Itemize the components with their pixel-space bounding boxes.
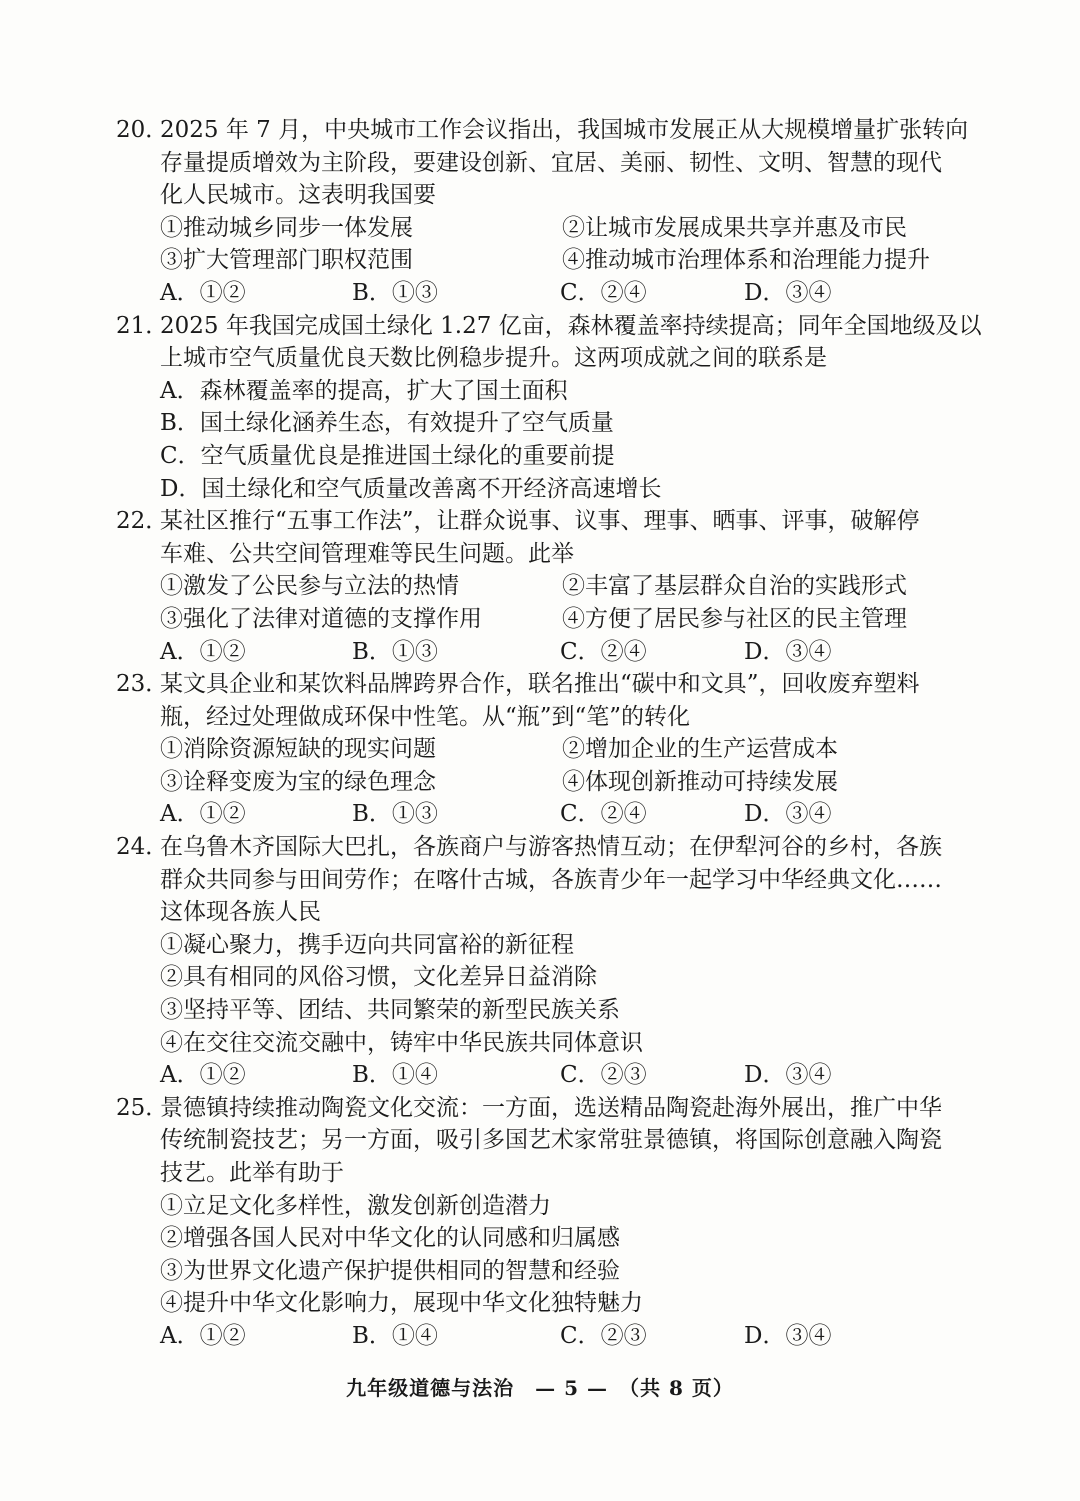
option-d: D．国土绿化和空气质量改善离不开经济高速增长: [160, 475, 662, 502]
option-c: C．空气质量优良是推进国土绿化的重要前提: [160, 442, 615, 469]
question-stem-line: 传统制瓷技艺；另一方面，吸引多国艺术家常驻景德镇，将国际创意融入陶瓷: [160, 1127, 942, 1154]
statement-item: ④在交往交流交融中，铸牢中华民族共同体意识: [160, 1029, 643, 1056]
statement-item: ③坚持平等、团结、共同繁荣的新型民族关系: [160, 997, 620, 1024]
option-a: A．①②: [160, 1322, 246, 1349]
question-stem-line: 存量提质增效为主阶段，要建设创新、宜居、美丽、韧性、文明、智慧的现代: [160, 149, 942, 176]
question-number: 20．: [116, 117, 169, 143]
question-stem-line: 群众共同参与田间劳作；在喀什古城，各族青少年一起学习中华经典文化……: [160, 866, 942, 893]
answer-options: [116, 636, 986, 669]
option-b: B．①④: [352, 1062, 438, 1089]
statement-item: ④体现创新推动可持续发展: [562, 768, 838, 795]
option-b: B．①④: [352, 1322, 438, 1349]
option-c: C．②④: [560, 801, 647, 828]
answer-options: [116, 798, 986, 831]
statement-item: ③诠释变废为宝的绿色理念: [160, 768, 436, 795]
statement-row: [116, 603, 986, 636]
answer-options: [116, 1320, 986, 1353]
option-b: B．①③: [352, 638, 438, 665]
question-23: [116, 668, 986, 831]
option-c: C．②④: [560, 279, 647, 306]
option-b: B．国土绿化涵养生态，有效提升了空气质量: [160, 410, 614, 437]
option-b: B．①③: [352, 279, 438, 306]
option-a: A．①②: [160, 1062, 246, 1089]
statement-item: ③为世界文化遗产保护提供相同的智慧和经验: [160, 1257, 620, 1284]
question-24: [116, 831, 986, 1092]
statement-item: ②增加企业的生产运营成本: [562, 736, 838, 763]
question-21: [116, 310, 986, 506]
question-22: [116, 505, 986, 668]
statement-row: [116, 766, 986, 799]
statement-row: [116, 244, 986, 277]
statement-item: ①消除资源短缺的现实问题: [160, 736, 436, 763]
option-a: A．①②: [160, 279, 246, 306]
statement-item: ④提升中华文化影响力，展现中华文化独特魅力: [160, 1290, 643, 1317]
statement-row: [116, 212, 986, 245]
question-stem-line: 化人民城市。这表明我国要: [160, 182, 436, 209]
statement-item: ④方便了居民参与社区的民主管理: [562, 605, 907, 632]
option-d: D．③④: [744, 1062, 832, 1089]
question-number: 25．: [116, 1094, 169, 1121]
statement-item: ②丰富了基层群众自治的实践形式: [562, 573, 907, 600]
statement-item: ①激发了公民参与立法的热情: [160, 573, 459, 600]
question-stem-line: 这体现各族人民: [160, 899, 321, 926]
statement-item: ③扩大管理部门职权范围: [160, 247, 413, 274]
page-footer: 九年级道德与法治 — 5 — （共 8 页）: [346, 1376, 734, 1400]
question-20: [116, 114, 986, 310]
option-d: D．③④: [744, 279, 832, 306]
question-stem-line: 22． 某社区推行“五事工作法”，让群众说事、议事、理事、晒事、评事，破解停: [116, 505, 986, 538]
question-stem-line: 25． 景德镇持续推动陶瓷文化交流：一方面，选送精品陶瓷赴海外展出，推广中华: [116, 1092, 986, 1125]
question-stem-line: 车难、公共空间管理难等民生问题。此举: [160, 540, 574, 567]
statement-row: [116, 570, 986, 603]
question-list: [116, 114, 986, 1353]
question-number: 21．: [116, 312, 169, 339]
question-stem-line: 24． 在乌鲁木齐国际大巴扎，各族商户与游客热情互动；在伊犁河谷的乡村，各族: [116, 831, 986, 864]
question-stem-line: 23． 某文具企业和某饮料品牌跨界合作，联名推出“碳中和文具”，回收废弃塑料: [116, 668, 986, 701]
question-stem-line: 20． 2025 年 7 月，中央城市工作会议指出，我国城市发展正从大规模增量扩张转向: [116, 114, 986, 147]
answer-options: [116, 277, 986, 310]
question-stem-line: 21． 2025 年我国完成国土绿化 1.27 亿亩，森林覆盖率持续提高；同年全国地级及以: [116, 310, 986, 343]
option-d: D．③④: [744, 1322, 832, 1349]
option-c: C．②③: [560, 1062, 647, 1089]
statement-row: [116, 733, 986, 766]
question-number: 22．: [116, 508, 169, 535]
question-stem-line: 瓶，经过处理做成环保中性笔。从“瓶”到“笔”的转化: [160, 703, 691, 730]
statement-item: ③强化了法律对道德的支撑作用: [160, 605, 482, 632]
question-stem-line: 上城市空气质量优良天数比例稳步提升。这两项成就之间的联系是: [160, 345, 827, 372]
option-a: A．森林覆盖率的提高，扩大了国土面积: [160, 377, 568, 404]
statement-item: ②增强各国人民对中华文化的认同感和归属感: [160, 1225, 620, 1252]
question-stem-line: 技艺。此举有助于: [160, 1160, 344, 1186]
option-c: C．②③: [560, 1322, 647, 1349]
option-c: C．②④: [560, 638, 647, 665]
answer-options: [116, 1059, 986, 1092]
statement-item: ①立足文化多样性，激发创新创造潜力: [160, 1192, 551, 1219]
question-number: 24．: [116, 834, 169, 861]
option-a: A．①②: [160, 638, 246, 665]
option-d: D．③④: [744, 801, 832, 828]
statement-item: ②具有相同的风俗习惯，文化差异日益消除: [160, 964, 597, 991]
statement-item: ①推动城乡同步一体发展: [160, 214, 413, 241]
option-b: B．①③: [352, 801, 438, 828]
statement-item: ①凝心聚力，携手迈向共同富裕的新征程: [160, 931, 574, 958]
statement-item: ②让城市发展成果共享并惠及市民: [562, 214, 907, 241]
question-25: [116, 1092, 986, 1353]
option-a: A．①②: [160, 801, 246, 828]
option-d: D．③④: [744, 638, 832, 665]
question-number: 23．: [116, 671, 169, 698]
statement-item: ④推动城市治理体系和治理能力提升: [562, 247, 930, 274]
